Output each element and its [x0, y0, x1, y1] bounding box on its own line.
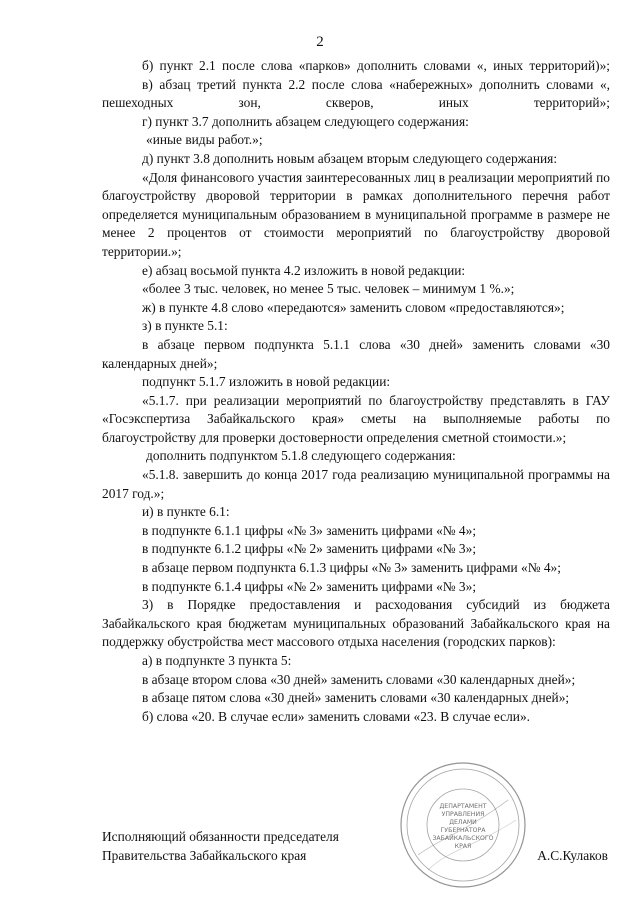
paragraph: б) пункт 2.1 после слова «парков» дополнить словами «, иных территорий)»;	[142, 58, 610, 73]
paragraph: 3) в Порядке предоставления и расходования субсидий из бюджета Забайкальского края бюджетам муниципальных образований Забайкальского края на поддержку обустройства мест массового отдыха населения (городских парков):	[102, 597, 610, 650]
stamp-line: ДЕЛАМИ	[449, 819, 477, 826]
paragraph: в абзаце первом подпункта 5.1.1 слова «30 дней» заменить словами «30 календарных дней»;	[102, 336, 610, 371]
stamp-line: ЗАБАЙКАЛЬСКОГО	[432, 835, 494, 842]
paragraph: е) абзац восьмой пункта 4.2 изложить в новой редакции:	[142, 262, 466, 278]
position-line: Исполняющий обязанности председателя	[102, 829, 339, 844]
page-number: 2	[316, 34, 324, 50]
paragraph: «более 3 тыс. человек, но менее 5 тыс. человек – минимум 1 %.»;	[142, 281, 515, 297]
paragraph: «Доля финансового участия заинтересованных лиц в реализации мероприятий по благоустройству дворовой территории в рамках дополнительного перечня работ определяется муниципальным образованием в муниципальной программе в размере не менее 2 процентов от стоимости мероприятий по благоустройству дворовой территории.»;	[102, 169, 610, 259]
signatory-position	[102, 827, 402, 865]
document-body	[102, 57, 610, 726]
paragraph: г) пункт 3.7 дополнить абзацем следующего содержания:	[142, 113, 469, 129]
stamp-line: КРАЯ	[454, 843, 472, 850]
paragraph: в подпункте 6.1.1 цифры «№ 3» заменить цифрами «№ 4»;	[142, 522, 477, 538]
paragraph: подпункт 5.1.7 изложить в новой редакции:	[142, 374, 391, 390]
paragraph: а) в подпункте 3 пункта 5:	[142, 653, 292, 668]
paragraph: в абзаце пятом слова «30 дней» заменить словами «30 календарных дней»;	[142, 690, 570, 706]
paragraph: в абзаце первом подпункта 6.1.3 цифры «№ 3» заменить цифрами «№ 4»;	[142, 560, 561, 576]
position-line: Правительства Забайкальского края	[102, 848, 307, 863]
stamp-line: УПРАВЛЕНИЯ	[441, 811, 485, 818]
paragraph: з) в пункте 5.1:	[142, 318, 228, 334]
signatory-name: А.С.Кулаков	[537, 848, 608, 863]
paragraph: «5.1.7. при реализации мероприятий по благоустройству представлять в ГАУ «Госэкспертиза Забайкальского края» сметы на выполняемые работы по благоустройству для проверки достоверности определения сметной стоимости.»;	[102, 392, 610, 445]
official-stamp	[398, 760, 528, 890]
paragraph: ж) в пункте 4.8 слово «передаются» заменить словом «предоставляются»;	[142, 299, 565, 315]
paragraph: д) пункт 3.8 дополнить новым абзацем вторым следующего содержания:	[142, 150, 558, 166]
stamp-line: ГУБЕРНАТОРА	[440, 827, 486, 834]
paragraph: дополнить подпунктом 5.1.8 следующего содержания:	[146, 448, 456, 464]
paragraph: и) в пункте 6.1:	[142, 504, 230, 520]
paragraph: в подпункте 6.1.2 цифры «№ 2» заменить цифрами «№ 3»;	[142, 541, 477, 557]
paragraph: «5.1.8. завершить до конца 2017 года реализацию муниципальной программы на 2017 год.»;	[102, 467, 610, 501]
stamp-line: ДЕПАРТАМЕНТ	[439, 803, 487, 810]
paragraph: б) слова «20. В случае если» заменить словами «23. В случае если».	[142, 708, 530, 724]
paragraph: в) абзац третий пункта 2.2 после слова «набережных» дополнить словами «, пешеходных зон, скверов, иных территорий»;	[102, 76, 610, 111]
paragraph: «иные виды работ.»;	[146, 132, 263, 148]
paragraph: в подпункте 6.1.4 цифры «№ 2» заменить цифрами «№ 3»;	[142, 578, 477, 594]
paragraph: в абзаце втором слова «30 дней» заменить словами «30 календарных дней»;	[142, 671, 576, 687]
